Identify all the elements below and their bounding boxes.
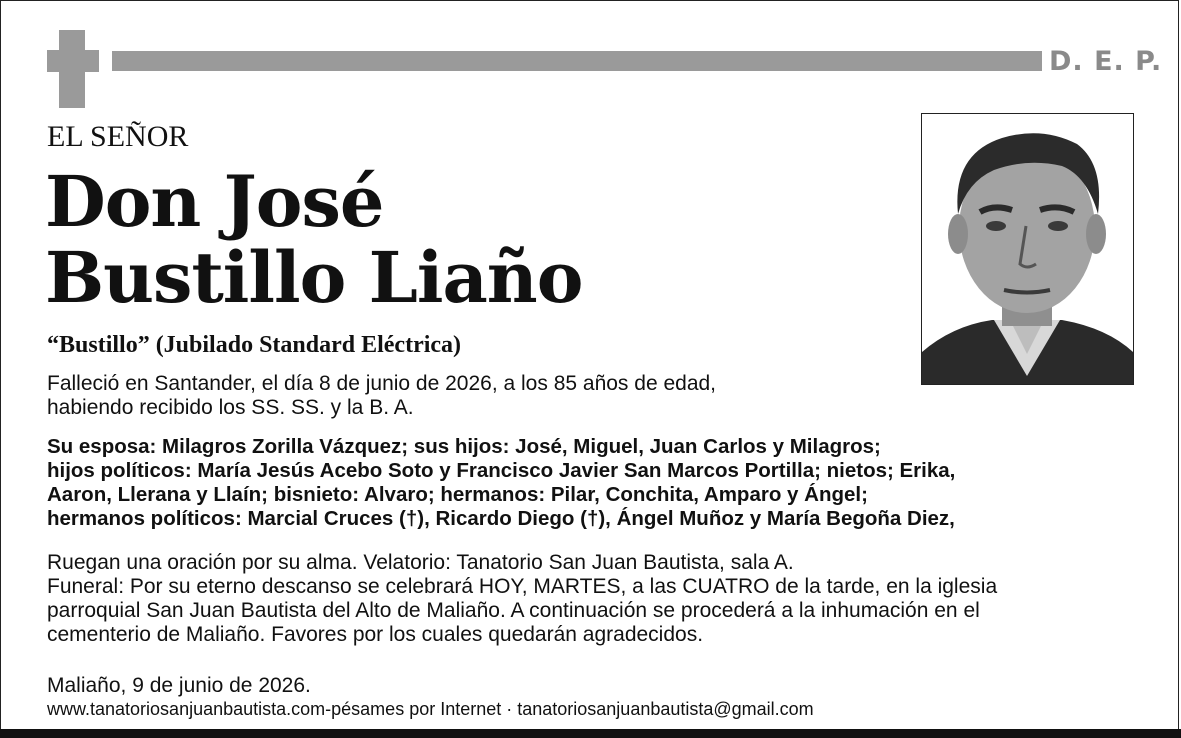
honorific: EL SEÑOR <box>47 120 189 153</box>
cross-icon-arm <box>47 50 99 72</box>
funeral-line: cementerio de Maliaño. Favores por los cuales quedarán agradecidos. <box>47 623 704 646</box>
death-line: Falleció en Santander, el día 8 de junio de 2026, a los 85 años de edad, <box>47 372 717 395</box>
funeral-line: Funeral: Por su eterno descanso se celebrará HOY, MARTES, a las CUATRO de la tarde, en la iglesia <box>47 575 998 598</box>
portrait-photo <box>921 113 1134 385</box>
place-date: Maliaño, 9 de junio de 2026. <box>47 674 311 697</box>
family-line: Su esposa: Milagros Zorilla Vázquez; sus hijos: José, Miguel, Juan Carlos y Milagros; <box>47 435 881 458</box>
funeral-line: Ruegan una oración por su alma. Velatorio: Tanatorio San Juan Bautista, sala A. <box>47 551 794 574</box>
funeral-line: parroquial San Juan Bautista del Alto de Maliaño. A continuación se procederá a la inhumación en el <box>47 599 980 622</box>
family-line: Aaron, Llerana y Llaín; bisnieto: Alvaro; hermanos: Pilar, Conchita, Amparo y Ángel; <box>47 483 868 506</box>
portrait-image <box>922 114 1133 384</box>
bottom-rule <box>0 729 1181 738</box>
header-rule <box>112 51 1042 71</box>
name-line-1: Don José <box>45 160 384 243</box>
family-line: hermanos políticos: Marcial Cruces (†), Ricardo Diego (†), Ángel Muñoz y María Begoña Diez, <box>47 507 955 530</box>
website-line: www.tanatoriosanjuanbautista.com-pésames por Internet · tanatoriosanjuanbautista@gmail.com <box>47 699 814 719</box>
name-line-2: Bustillo Liaño <box>45 236 583 319</box>
death-line: habiendo recibido los SS. SS. y la B. A. <box>47 396 414 419</box>
nickname: “Bustillo” (Jubilado Standard Eléctrica) <box>47 332 462 358</box>
dep-label: D. E. P. <box>1049 46 1163 77</box>
family-line: hijos políticos: María Jesús Acebo Soto y Francisco Javier San Marcos Portilla; nietos; Erika, <box>47 459 956 482</box>
funeral-paragraph <box>47 551 997 647</box>
death-paragraph <box>47 372 716 420</box>
deceased-name <box>45 160 583 319</box>
family-paragraph <box>47 435 955 531</box>
